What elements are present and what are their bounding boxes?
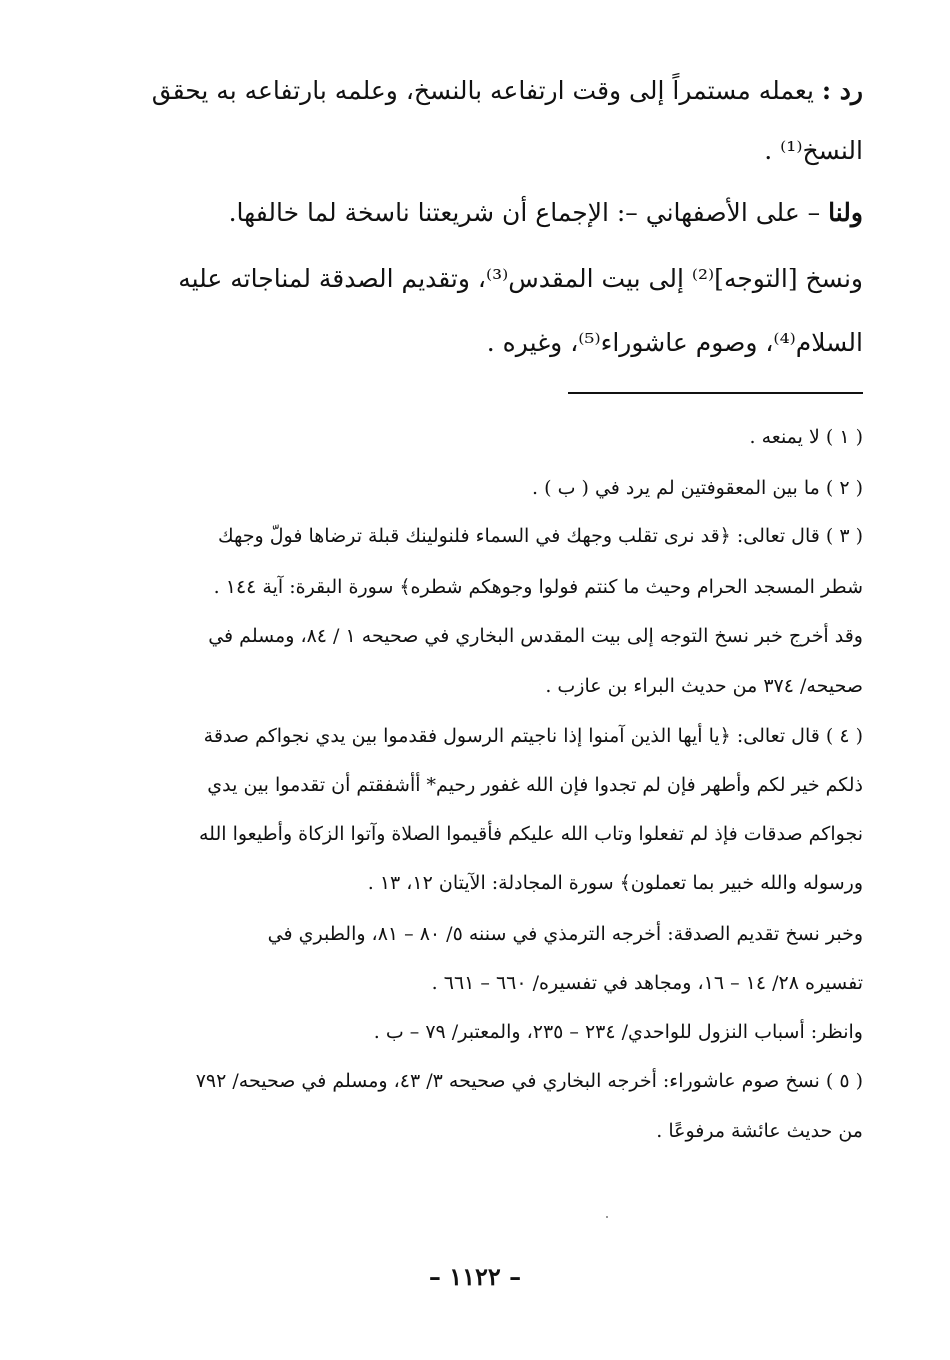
main-text: يعمله مستمراً إلى وقت ارتفاعه بالنسخ، وعلمه بارتفاعه به يحقق [151,76,822,105]
footnote-divider [568,392,863,394]
footnote-3-line-2: شطر المسجد الحرام وحيث ما كنتم فولوا وجوهكم شطره﴾ سورة البقرة: آية ١٤٤ . [213,576,863,598]
footnote-1: ( ١ ) لا يمنعه . [749,426,863,448]
footnote-4-line-1: ( ٤ ) قال تعالى: ﴿يا أيها الذين آمنوا إذا ناجيتم الرسول فقدموا بين يدي نجواكم صدقة [203,725,863,747]
footnote-3-line-1: ( ٣ ) قال تعالى: ﴿قد نرى تقلب وجهك في السماء فلنولينك قبلة ترضاها فولّ وجهك [218,525,863,547]
main-text: – على الأصفهاني –: الإجماع أن شريعتنا ناسخة لما خالفها. [228,198,829,227]
footnote-2: ( ٢ ) ما بين المعقوفتين لم يرد في ( ب ) . [532,477,863,499]
footnote-4-line-2: ذلكم خير لكم وأطهر فإن لم تجدوا فإن الله غفور رحيم* أأشفقتم أن تقدموا بين يدي [207,774,863,796]
footnote-4-line-3: نجواكم صدقات فإذ لم تفعلوا وتاب الله عليكم فأقيموا الصلاة وآتوا الزكاة وأطيعوا الله [198,823,863,845]
footnote-5-line-1: ( ٥ ) نسخ صوم عاشوراء: أخرجه البخاري في صحيحه ٣/ ٤٣، ومسلم في صحيحه/ ٧٩٢ [195,1070,863,1092]
footnote-3-line-4: صحيحه/ ٣٧٤ من حديث البراء بن عازب . [545,675,863,697]
footnote-4-line-4: ورسوله والله خبير بما تعملون﴾ سورة المجادلة: الآيتان ١٢، ١٣ . [367,872,863,894]
main-paragraph-1-line-1 [135,78,863,103]
footnote-4-line-5: وخبر نسخ تقديم الصدقة: أخرجه الترمذي في سننه ٥/ ٨٠ – ٨١، والطبري في [267,923,863,945]
page-number: – ١١٢٢ – [428,1262,522,1291]
main-paragraph-2 [135,200,863,225]
main-paragraph-3-line-1: ونسخ [التوجه]⁽²⁾ إلى بيت المقدس⁽³⁾، وتقديم الصدقة لمناجاته عليه [178,264,863,293]
footnote-5-line-2: من حديث عائشة مرفوعًا . [656,1120,863,1142]
our-view-lead: ولنا [828,198,863,227]
footnote-4-line-6: تفسيره ٢٨/ ١٤ – ١٦، ومجاهد في تفسيره/ ٦٦٠ – ٦٦١ . [431,972,863,994]
main-paragraph-1-line-2: النسخ⁽¹⁾ . [764,136,863,165]
footnote-4-line-7: وانظر: أسباب النزول للواحدي/ ٢٣٤ – ٢٣٥، والمعتبر/ ٧٩ – ب . [373,1021,863,1043]
footnote-3-line-3: وقد أخرج خبر نسخ التوجه إلى بيت المقدس البخاري في صحيحه ١ / ٨٤، ومسلم في [208,625,863,647]
main-paragraph-3-line-2: السلام⁽⁴⁾، وصوم عاشوراء⁽⁵⁾، وغيره . [486,328,863,357]
scan-speck [606,1216,608,1218]
reply-lead: رد : [821,76,863,105]
